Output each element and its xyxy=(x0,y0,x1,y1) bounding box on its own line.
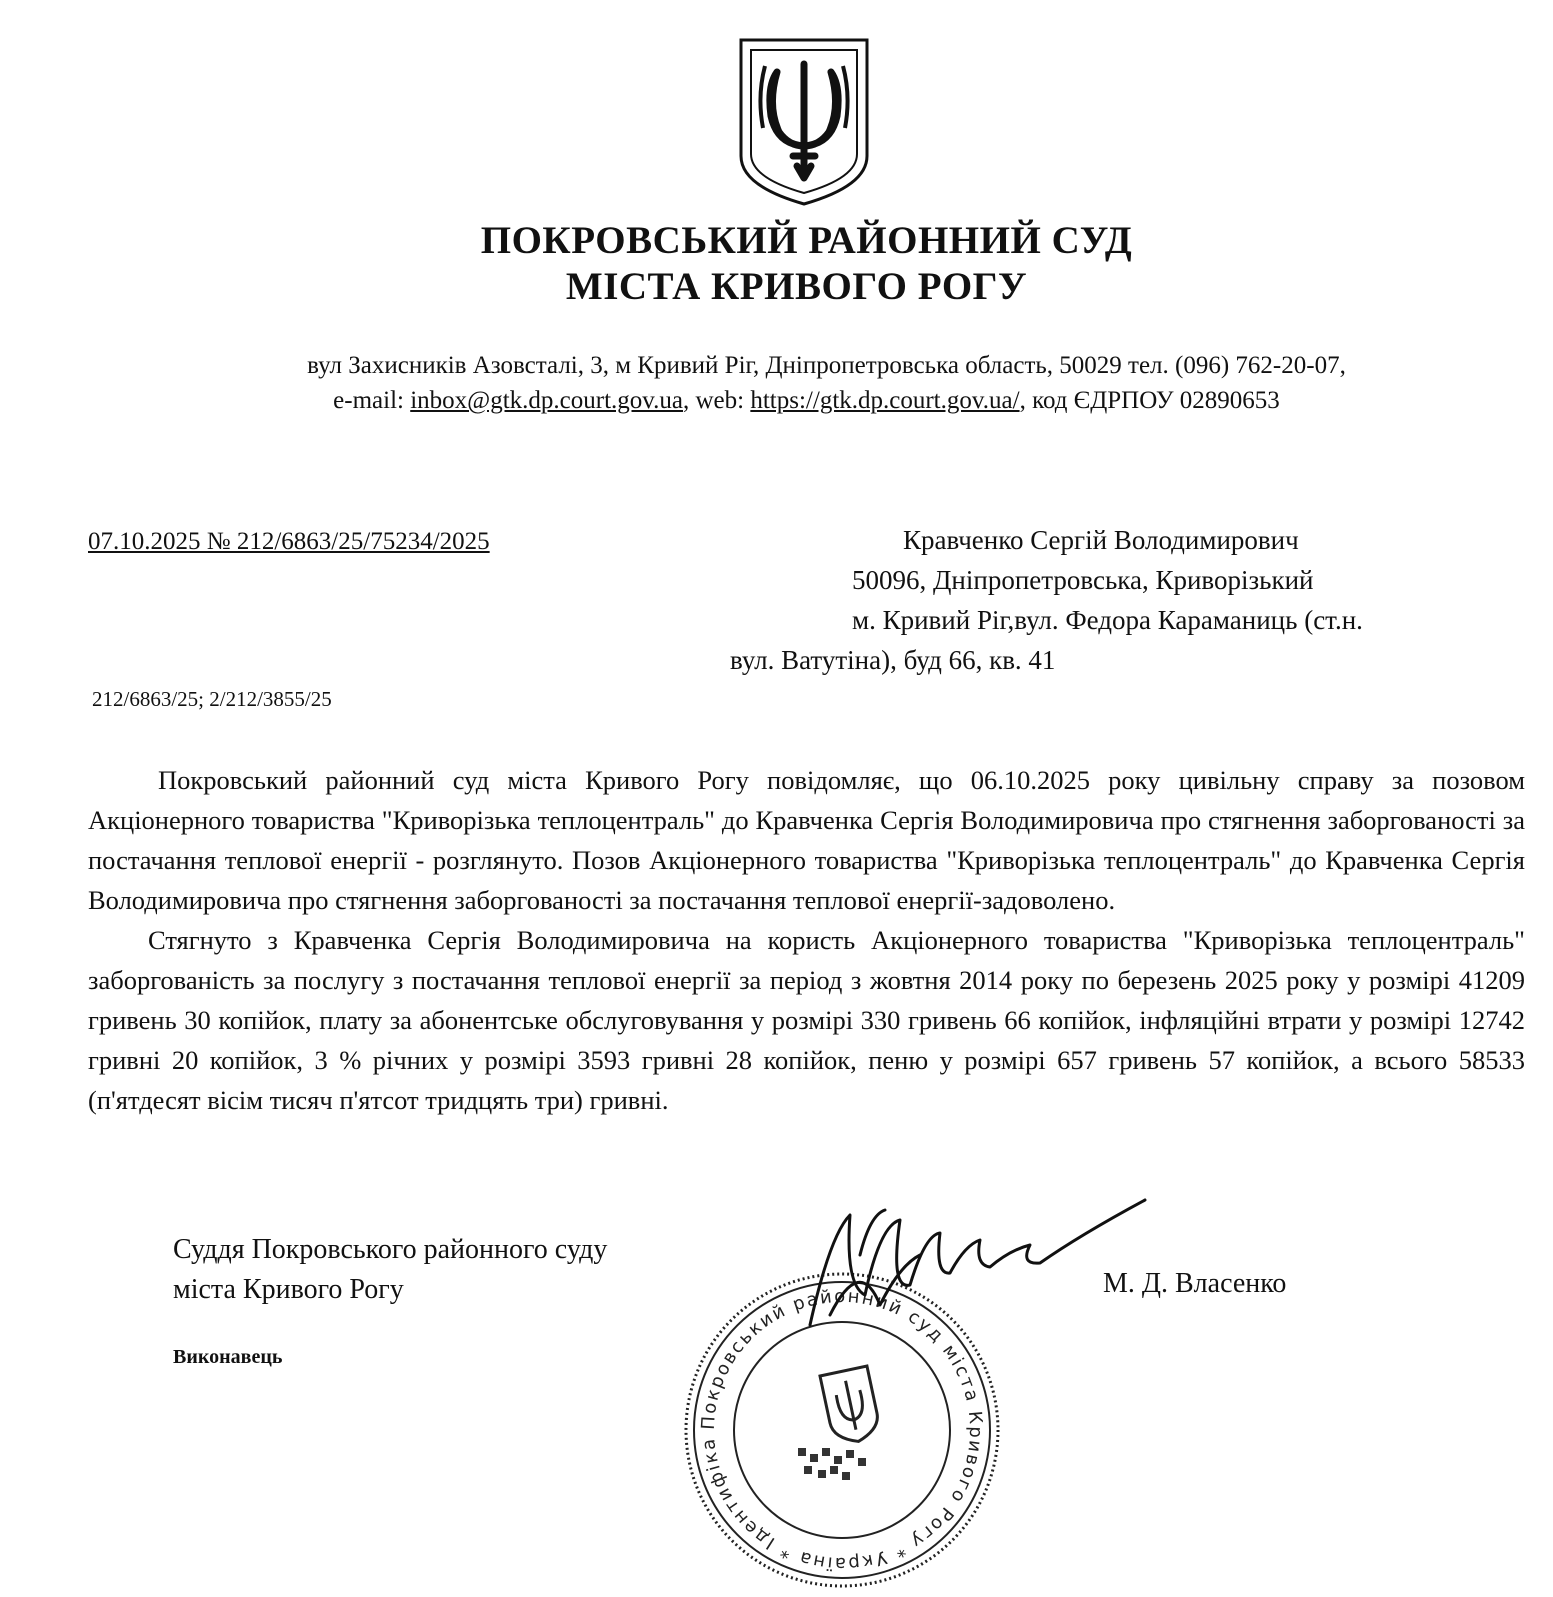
email-link[interactable]: inbox@gtk.dp.court.gov.ua xyxy=(410,387,683,414)
coat-of-arms-icon xyxy=(737,36,871,208)
executor-label: Виконавець xyxy=(173,1346,283,1368)
notice-body xyxy=(88,760,1525,1120)
body-paragraph-2: Стягнуто з Кравченка Сергія Володимировича на користь Акціонерного товариства "Криворізька теплоцентраль" заборгованість за послугу з постачання теплової енергії за період з жовтня 2014 року по березень 2025 року у розмірі 41209 гривень 30 копійок, плату за абонентське обслуговування у розмірі 330 гривень 66 копійок, інфляційні втрати у розмірі 12742 гривні 20 копійок, 3 % річних у розмірі 3593 гривні 28 копійок, пеню у розмірі 657 гривень 57 копійок, а всього 58533 (п'ятдесят вісім тисяч п'ятсот тридцять три) гривні. xyxy=(88,925,1525,1115)
judge-signature-icon xyxy=(790,1195,1150,1335)
body-paragraph-1: Покровський районний суд міста Кривого Рогу повідомляє, що 06.10.2025 року цивільну справу за позовом Акціонерного товариства "Криворізька теплоцентраль" до Кравченка Сергія Володимировича про стягнення заборгованості за постачання теплової енергії - розглянуто. Позов Акціонерного товариства "Криворізька теплоцентраль" до Кравченка Сергія Володимировича про стягнення заборгованості за постачання теплової енергії-задоволено. xyxy=(88,765,1525,915)
document-date-number: 07.10.2025 № 212/6863/25/75234/2025 xyxy=(88,528,490,555)
case-numbers: 212/6863/25; 2/212/3855/25 xyxy=(92,687,332,711)
website-link[interactable]: https://gtk.dp.court.gov.ua/ xyxy=(750,387,1020,414)
judge-name: М. Д. Власенко xyxy=(1103,1268,1287,1299)
recipient-address-line-3: вул. Ватутіна), буд 66, кв. 41 xyxy=(730,645,1056,675)
court-name-line-2: МІСТА КРИВОГО РОГУ xyxy=(565,265,1028,308)
judge-title-line-1: Суддя Покровського районного суду xyxy=(173,1234,608,1265)
recipient-address-line-1: 50096, Дніпропетровська, Криворізький xyxy=(852,565,1314,595)
edrpou-code: , код ЄДРПОУ 02890653 xyxy=(1019,387,1280,414)
email-prefix: e-mail: xyxy=(333,387,411,414)
web-prefix: , web: xyxy=(683,387,751,414)
court-name-line-1: ПОКРОВСЬКИЙ РАЙОННИЙ СУД xyxy=(480,219,1133,262)
recipient-name: Кравченко Сергій Володимирович xyxy=(903,525,1299,555)
court-contacts xyxy=(30,387,1553,415)
judge-title-line-2: міста Кривого Рогу xyxy=(173,1274,404,1305)
recipient-address-line-2: м. Кривий Ріг,вул. Федора Караманиць (ст.н. xyxy=(852,605,1363,635)
court-address: вул Захисників Азовсталі, 3, м Кривий Ріг, Дніпропетровська область, 50029 тел. (096) 762-20-07, xyxy=(307,352,1346,379)
seal-text: Покровський районний суд міста Кривого Рогу * Україна * Ідентифіка xyxy=(697,1285,987,1575)
